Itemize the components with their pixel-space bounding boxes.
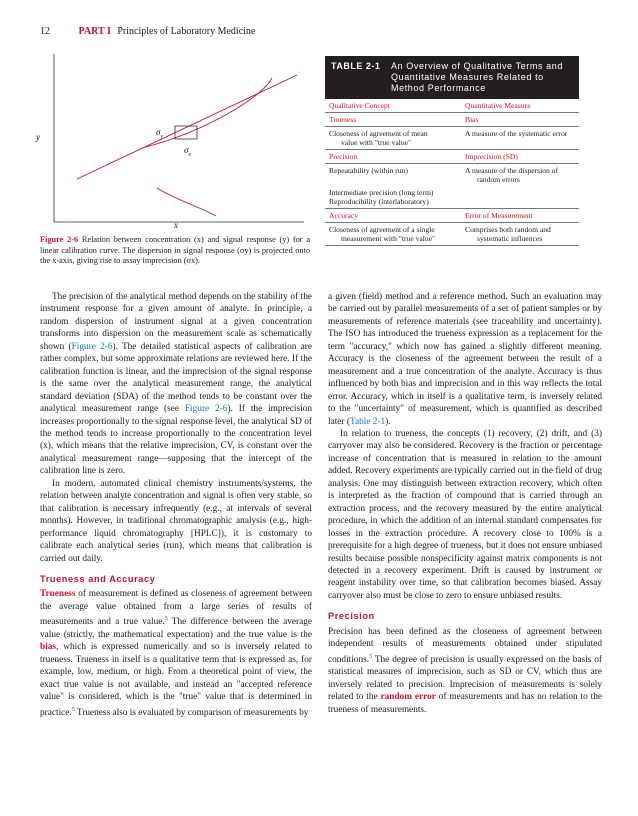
section-heading-trueness: Trueness and Accuracy	[40, 573, 156, 584]
table-column-headers	[325, 99, 579, 113]
col-header-quantitative: Quantitative Measure	[465, 101, 531, 110]
table-2-1	[325, 56, 579, 246]
right-column	[328, 291, 602, 716]
response-curve-lower	[157, 188, 216, 216]
table-link[interactable]: Table 2-1	[349, 416, 386, 427]
table-row: Repeatability (within run) A measure of the dispersion of random errors	[329, 166, 559, 184]
paragraph: a given (field) method and a reference method. Such an evaluation may be carried out by parallel measurements of a set of patient samples or by measurements of reference materials (see traceability and uncertainty). The ISO has introduced the trueness expression as a replacement for the term "accuracy," which now has gained a slightly different meaning. Accuracy is the closeness of the agreement between the result of a measurement and a true concentration of the analyte. Accuracy is thus influenced by both bias and imprecision and in this way reflects the total error. Accuracy, which in itself is a qualitative term, is inversely related to the "uncertainty" of measurement, which is quantified as described later (Table 2-1).	[328, 292, 602, 427]
table-row: Closeness of agreement of mean value with "true value" A measure of the systematic error	[325, 127, 579, 150]
col-header-qualitative: Qualitative Concept	[329, 101, 390, 110]
calibration-figure	[32, 48, 308, 234]
figure-link[interactable]: Figure 2-6	[184, 404, 228, 415]
part-label: PART I	[78, 26, 111, 37]
table-row: Precision Imprecision (SD)	[325, 150, 579, 164]
paragraph: Precision has been defined as the closeness of agreement between independent results of measurements obtained under stipulated conditions.$^5$ The degree of precision is usually expressed on the basis of statistical measures of imprecision, such as SD or CV, which thus are inversely related to precision. Imprecision of measurements is solely related to the random error of measurements and has no relation to the trueness of measurements.	[328, 626, 602, 715]
y-axis-label: y	[36, 132, 40, 142]
paragraph: In relation to trueness, the concepts (1) recovery, (2) drift, and (3) carryover may also be considered. Recovery is the fraction or percentage increase of concentration that is measured in relation to the amount added. Recovery experiments are typically carried out in the field of drug analysis. One may distinguish between extraction recovery, which often is interpreted as the fraction of compound that is carried through an extraction process, and the recovery measured by the entire analytical procedure, in which the addition of an internal standard compensates for losses in the extraction procedure. A recovery close to 100% is a prerequisite for a high degree of trueness, but it does not ensure unbiased results because possible nonspecificity against matrix components is not detected in a recovery experiment. Drift is caused by instrument or reagent instability over time, so that calibration becomes biased. Assay carryover also must be close to zero to ensure unbiased results.	[328, 428, 602, 601]
table-row: Intermediate precision (long term) Reproducibility (interlaboratory)	[325, 186, 579, 209]
page-number: 12	[40, 26, 50, 37]
table-row: Accuracy Error of Measurement	[325, 209, 579, 223]
calibration-diagram	[32, 48, 308, 234]
figure-link[interactable]: Figure 2-6	[71, 341, 113, 352]
table-title: An Overview of Qualitative Terms and Quantitative Measures Related to Method Performance	[391, 61, 563, 93]
left-column	[40, 291, 312, 719]
part-title: Principles of Laboratory Medicine	[117, 26, 256, 37]
paragraph: The precision of the analytical method depends on the stability of the instrument response for a given amount of analyte. In principle, a random dispersion of instrument signal at a given concentration transforms into dispersion on the measurement scale as schematically shown (Figure 2-6). The detailed statistical aspects of calibration are rather complex, but some approximate relations are reviewed here. If the calibration function is linear, and the imprecision of the signal response is the same over the analytical measurement range, the analytical standard deviation (SDA) of the method tends to be constant over the analytical measurement range (see Figure 2-6). If the imprecision increases proportionally to the signal response level, the analytical SD of the method tends to increase proportionally to the concentration level (x), which means that the relative imprecision, CV, is constant over the analytical measurement range—supposing that the intercept of the calibration line is zero.	[40, 292, 312, 477]
table-row: Closeness of agreement of a single measurement with "true value" Comprises both random and systematic influences	[325, 223, 579, 246]
paragraph: Trueness of measurement is defined as closeness of agreement between the average value obtained from a large series of results of measurements and a true value.$^5$ The difference between the average value (strictly, the mathematical expectation) and the true value is the bias, which is expressed numerically and so is inversely related to trueness. Trueness in itself is a qualitative term that is expressed as, for example, low, medium, or high. From a theoretical point of view, the exact true value is not available, and instead an "accepted reference value" is considered, which is the "true" value that is determined in practice.$^5$ Trueness also is evaluated by comparison of measurements by	[40, 589, 312, 718]
sigma-x-label: $\sigma_x$	[184, 145, 192, 158]
x-axis-label: x	[174, 220, 178, 230]
table-row: Trueness Bias	[325, 113, 579, 127]
section-heading-precision: Precision	[328, 611, 375, 622]
caption-text: Relation between concentration (x) and signal response (y) for a linear calibration curve. The dispersion in signal response (σy) is projected onto the x-axis, giving rise to assay imprecision (σx).	[40, 235, 310, 266]
figure-caption	[40, 235, 310, 267]
table-header	[325, 56, 579, 99]
sigma-y-label: $\sigma_y$	[156, 127, 164, 140]
table-label: TABLE 2-1	[331, 61, 381, 71]
paragraph: In modern, automated clinical chemistry instruments/systems, the relation between analyte concentration and signal is often very stable, so that calibration is necessary infrequently (e.g., at intervals of several months). However, in traditional chromatographic analysis (e.g., high-performance liquid chromatography [HPLC]), it is customary to calibrate each analytical series (run), which means that calibration is carried out daily.	[40, 478, 312, 564]
calibration-line	[77, 75, 297, 179]
caption-label: Figure 2-6	[40, 235, 79, 244]
running-header	[40, 26, 255, 37]
